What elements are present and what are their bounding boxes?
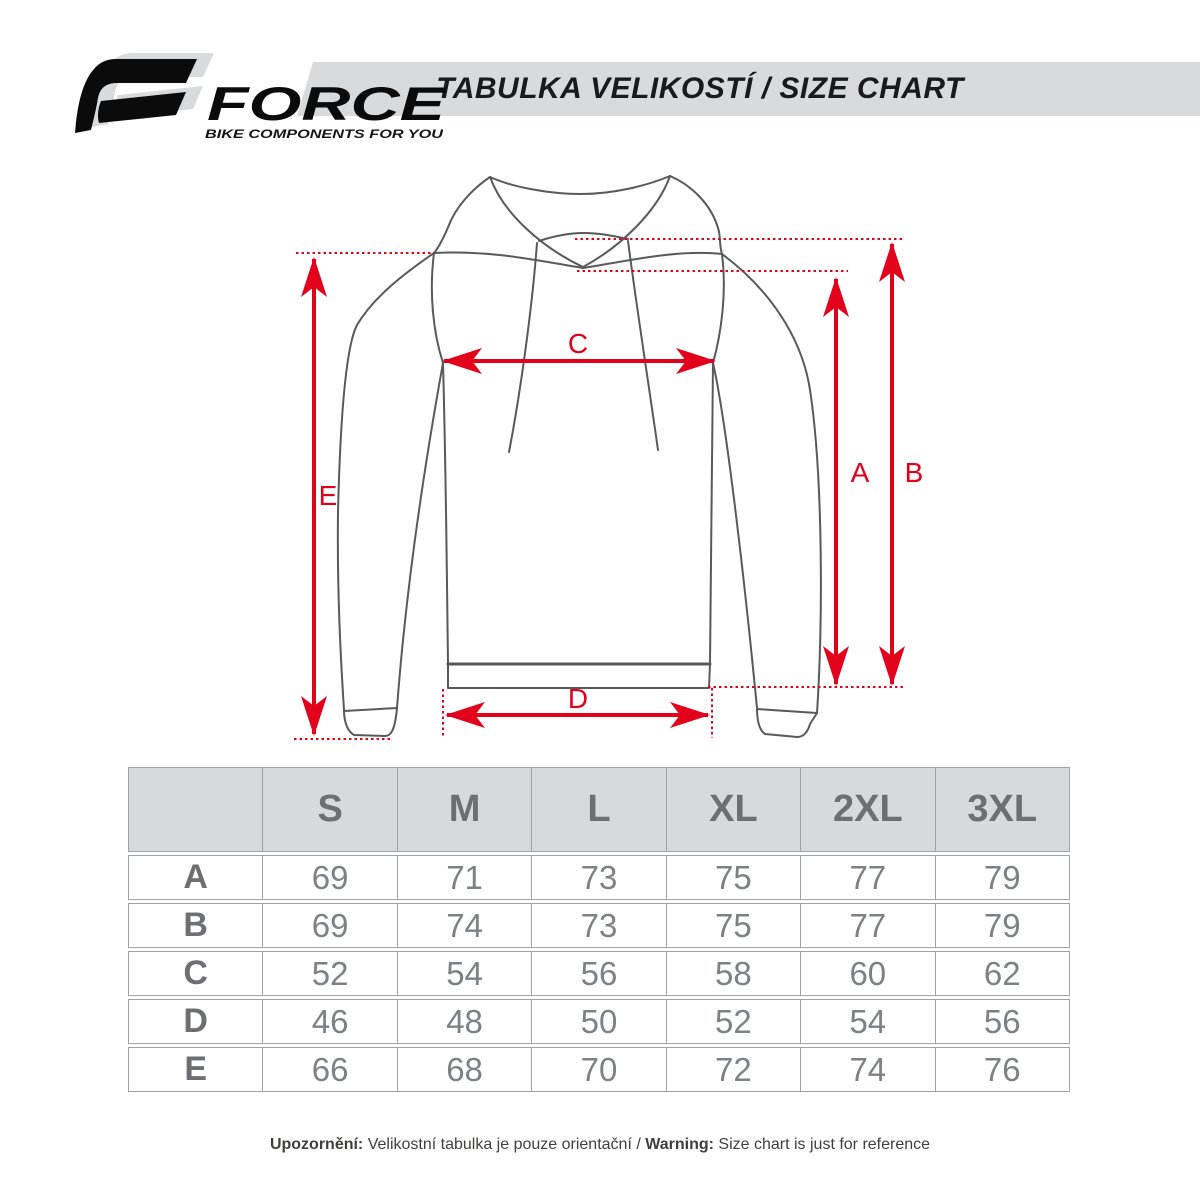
measurement-value: 77	[800, 904, 934, 947]
measurement-value: 76	[935, 1048, 1069, 1091]
row-label: B	[183, 906, 208, 944]
measurement-value: 56	[935, 1000, 1069, 1043]
measurement-value: 75	[666, 904, 800, 947]
size-column-header: S	[262, 768, 396, 851]
row-label: C	[183, 954, 208, 992]
measurement-value: 66	[262, 1048, 396, 1091]
force-tagline: BIKE COMPONENTS FOR YOU	[205, 129, 444, 141]
measurement-value: 60	[800, 952, 934, 995]
measurement-value: 73	[531, 856, 665, 899]
measurement-label-a: A	[850, 457, 870, 488]
row-label: A	[183, 858, 208, 896]
footer-label-en: Warning:	[645, 1136, 714, 1153]
measurement-label-c: C	[567, 328, 589, 359]
table-row-a	[128, 855, 1070, 900]
size-column-header: XL	[666, 768, 800, 851]
measurement-value: 77	[800, 856, 934, 899]
measurement-value: 52	[666, 1000, 800, 1043]
measurement-value: 58	[666, 952, 800, 995]
footer-text-en: Size chart is just for reference	[713, 1136, 931, 1153]
measurement-value: 74	[397, 904, 531, 947]
hoodie-outline	[338, 176, 821, 737]
row-label: D	[183, 1002, 208, 1040]
table-row-e	[128, 1047, 1070, 1092]
measurement-value: 46	[262, 1000, 396, 1043]
measurement-value: 70	[531, 1048, 665, 1091]
hoodie-drawing	[0, 150, 1200, 770]
size-table	[128, 767, 1070, 1092]
measurement-label-b: B	[904, 457, 924, 488]
page-title: TABULKA VELIKOSTÍ / SIZE CHART	[436, 72, 964, 105]
measurement-label-d: D	[567, 683, 589, 714]
measurement-value: 56	[531, 952, 665, 995]
measurement-value: 71	[397, 856, 531, 899]
measurement-value: 54	[800, 1000, 934, 1043]
row-label: E	[184, 1050, 208, 1088]
measurement-value: 79	[935, 856, 1069, 899]
measurement-value: 50	[531, 1000, 665, 1043]
table-row-d	[128, 999, 1070, 1044]
size-column-header: 3XL	[935, 768, 1069, 851]
force-logo	[55, 52, 455, 147]
measurement-label-e: E	[318, 480, 338, 511]
size-column-header: L	[531, 768, 665, 851]
measurement-value: 74	[800, 1048, 934, 1091]
size-table-corner-cell	[129, 768, 262, 851]
measurement-value: 52	[262, 952, 396, 995]
size-column-header: 2XL	[800, 768, 934, 851]
footer-note	[0, 1136, 1200, 1154]
measurement-value: 69	[262, 856, 396, 899]
force-wordmark: FORCE	[207, 77, 448, 130]
table-row-b	[128, 903, 1070, 948]
measurement-value: 68	[397, 1048, 531, 1091]
size-table-header-row	[128, 767, 1070, 852]
measurement-value: 75	[666, 856, 800, 899]
measurement-value: 73	[531, 904, 665, 947]
size-column-header: M	[397, 768, 531, 851]
measurement-value: 79	[935, 904, 1069, 947]
measurement-value: 72	[666, 1048, 800, 1091]
measurement-value: 69	[262, 904, 396, 947]
footer-label-cs: Upozornění:	[269, 1136, 364, 1153]
measurement-value: 62	[935, 952, 1069, 995]
measurement-value: 54	[397, 952, 531, 995]
footer-text-cs: Velikostní tabulka je pouze orientační /	[363, 1136, 646, 1153]
measurement-value: 48	[397, 1000, 531, 1043]
table-row-c	[128, 951, 1070, 996]
